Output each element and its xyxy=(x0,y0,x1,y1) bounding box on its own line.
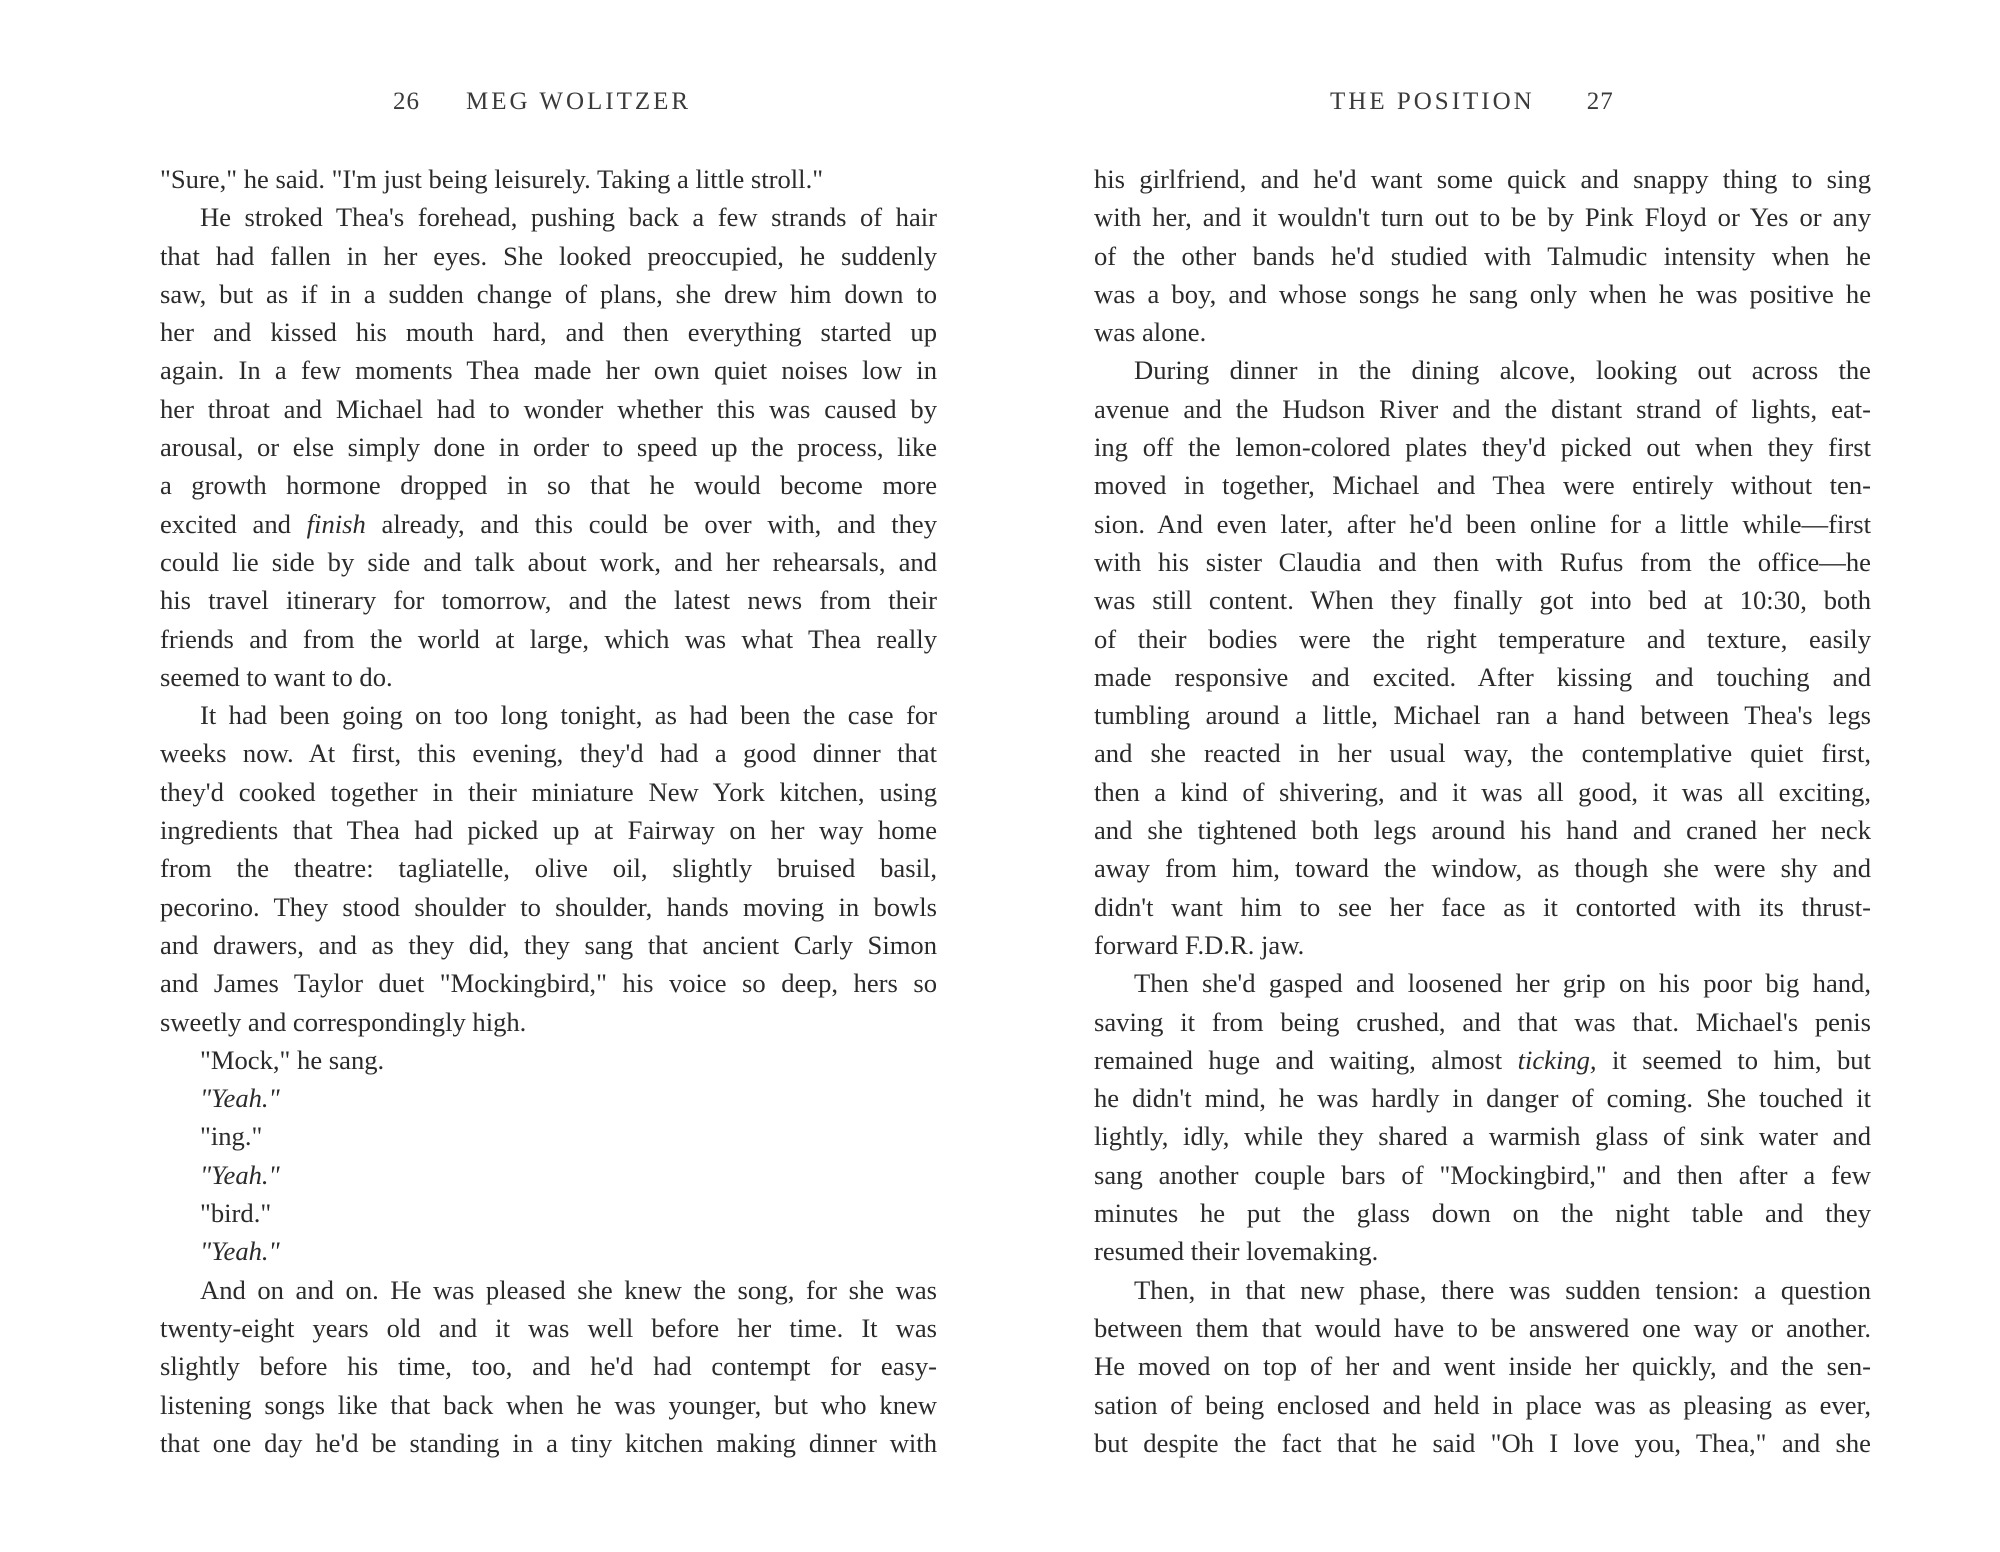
text-line: "bird." xyxy=(200,1198,272,1229)
text-line: and she reacted in her usual way, the contemplative quiet first, xyxy=(1094,738,1871,769)
text-line: sweetly and correspondingly high. xyxy=(160,1006,527,1037)
text-line: listening songs like that back when he was younger, but who knew xyxy=(160,1389,937,1420)
left-running-head xyxy=(393,88,691,116)
right-page-number: 27 xyxy=(1586,88,1614,115)
text-line: between them that would have to be answered one way or another. xyxy=(1094,1312,1871,1343)
text-line: lightly, idly, while they shared a warmish glass of sink water and xyxy=(1094,1121,1871,1152)
text-line: his travel itinerary for tomorrow, and the latest news from their xyxy=(160,585,937,616)
text-line: of their bodies were the right temperature and texture, easily xyxy=(1094,623,1871,654)
left-page-number: 26 xyxy=(393,88,420,115)
text-line: "Sure," he said. "I'm just being leisurely. Taking a little stroll." xyxy=(160,164,824,194)
text-line: and she tightened both legs around his hand and craned her neck xyxy=(1094,815,1871,846)
text-line: excited and finish already, and this could be over with, and they xyxy=(160,508,937,539)
text-line: It had been going on too long tonight, as had been the case for xyxy=(200,700,937,731)
text-line: that had fallen in her eyes. She looked preoccupied, he suddenly xyxy=(160,240,937,271)
text-line: "ing." xyxy=(200,1121,263,1152)
italic-text: "Yeah." xyxy=(200,1236,280,1267)
left-body-text xyxy=(160,160,937,1462)
text-line: tumbling around a little, Michael ran a hand between Thea's legs xyxy=(1094,700,1871,731)
text-line: made responsive and excited. After kissing and touching and xyxy=(1094,661,1871,692)
text-line: his girlfriend, and he'd want some quick and snappy thing to sing xyxy=(1094,164,1871,194)
text-line: saving it from being crushed, and that was that. Michael's penis xyxy=(1094,1006,1871,1037)
text-line: During dinner in the dining alcove, looking out across the xyxy=(1134,355,1871,386)
text-line: ingredients that Thea had picked up at Fairway on her way home xyxy=(160,815,937,846)
text-line: sation of being enclosed and held in place was as pleasing as ever, xyxy=(1094,1389,1871,1420)
text-line: twenty-eight years old and it was well before her time. It was xyxy=(160,1312,937,1343)
text-line: And on and on. He was pleased she knew the song, for she was xyxy=(200,1274,937,1305)
text-line: resumed their lovemaking. xyxy=(1094,1236,1379,1267)
text-line: away from him, toward the window, as though she were shy and xyxy=(1094,853,1871,884)
text-line: her and kissed his mouth hard, and then everything started up xyxy=(160,317,937,348)
text-line: "Mock," he sang. xyxy=(200,1044,385,1075)
text-line: ing off the lemon-colored plates they'd picked out when they first xyxy=(1094,432,1871,463)
text-line: seemed to want to do. xyxy=(160,661,393,692)
text-line: He moved on top of her and went inside her quickly, and the sen- xyxy=(1094,1351,1871,1382)
text-line: remained huge and waiting, almost ticking, it seemed to him, but xyxy=(1094,1044,1871,1075)
right-body-text xyxy=(1094,160,1871,1462)
text-line: friends and from the world at large, which was what Thea really xyxy=(160,623,937,654)
text-line: saw, but as if in a sudden change of plans, she drew him down to xyxy=(160,278,937,309)
text-line: was still content. When they finally got into bed at 10:30, both xyxy=(1094,585,1871,616)
italic-text: ticking, xyxy=(1517,1044,1597,1075)
text-line: was alone. xyxy=(1094,317,1207,348)
text-line: minutes he put the glass down on the night table and they xyxy=(1094,1198,1871,1229)
text-line: with her, and it wouldn't turn out to be by Pink Floyd or Yes or any xyxy=(1094,202,1871,233)
text-line: he didn't mind, he was hardly in danger of coming. She touched it xyxy=(1094,1083,1871,1114)
text-line: forward F.D.R. jaw. xyxy=(1094,929,1305,960)
italic-text: "Yeah." xyxy=(200,1159,280,1190)
text-line: could lie side by side and talk about work, and her rehearsals, and xyxy=(160,546,937,577)
text-line: Then, in that new phase, there was sudden tension: a question xyxy=(1134,1274,1871,1305)
text-line: her throat and Michael had to wonder whether this was caused by xyxy=(160,393,937,424)
text-line: but despite the fact that he said "Oh I love you, Thea," and she xyxy=(1094,1427,1871,1458)
text-line: weeks now. At first, this evening, they'd had a good dinner that xyxy=(160,738,937,769)
text-line: and James Taylor duet "Mockingbird," his voice so deep, hers so xyxy=(160,968,937,999)
text-line: again. In a few moments Thea made her own quiet noises low in xyxy=(160,355,937,386)
text-line xyxy=(160,1079,937,1117)
right-page xyxy=(1000,0,2000,1552)
text-line xyxy=(160,1156,937,1194)
right-running-head xyxy=(1330,88,1614,116)
text-line: and drawers, and as they did, they sang that ancient Carly Simon xyxy=(160,929,937,960)
text-line: slightly before his time, too, and he'd had contempt for easy- xyxy=(160,1351,937,1382)
text-line: then a kind of shivering, and it was all good, it was all exciting, xyxy=(1094,776,1871,807)
text-line: avenue and the Hudson River and the distant strand of lights, eat- xyxy=(1094,393,1871,424)
left-running-title: MEG WOLITZER xyxy=(466,88,692,115)
text-line: didn't want him to see her face as it contorted with its thrust- xyxy=(1094,891,1871,922)
text-line: arousal, or else simply done in order to speed up the process, like xyxy=(160,432,937,463)
italic-text: "Yeah." xyxy=(200,1083,280,1114)
text-line: they'd cooked together in their miniature New York kitchen, using xyxy=(160,776,937,807)
text-line: with his sister Claudia and then with Rufus from the office—he xyxy=(1094,546,1871,577)
text-line: was a boy, and whose songs he sang only when he was positive he xyxy=(1094,278,1871,309)
italic-text: finish xyxy=(306,508,366,539)
right-running-title: THE POSITION xyxy=(1330,88,1535,115)
text-line: sang another couple bars of "Mockingbird," and then after a few xyxy=(1094,1159,1871,1190)
text-line: a growth hormone dropped in so that he would become more xyxy=(160,470,937,501)
text-line: from the theatre: tagliatelle, olive oil, slightly bruised basil, xyxy=(160,853,937,884)
text-line: He stroked Thea's forehead, pushing back a few strands of hair xyxy=(200,202,937,233)
text-line: of the other bands he'd studied with Talmudic intensity when he xyxy=(1094,240,1871,271)
text-line: that one day he'd be standing in a tiny kitchen making dinner with xyxy=(160,1427,937,1458)
text-line: pecorino. They stood shoulder to shoulder, hands moving in bowls xyxy=(160,891,937,922)
text-line: moved in together, Michael and Thea were entirely without ten- xyxy=(1094,470,1871,501)
text-line xyxy=(160,1232,937,1270)
text-line: Then she'd gasped and loosened her grip on his poor big hand, xyxy=(1134,968,1871,999)
text-line: sion. And even later, after he'd been online for a little while—first xyxy=(1094,508,1871,539)
